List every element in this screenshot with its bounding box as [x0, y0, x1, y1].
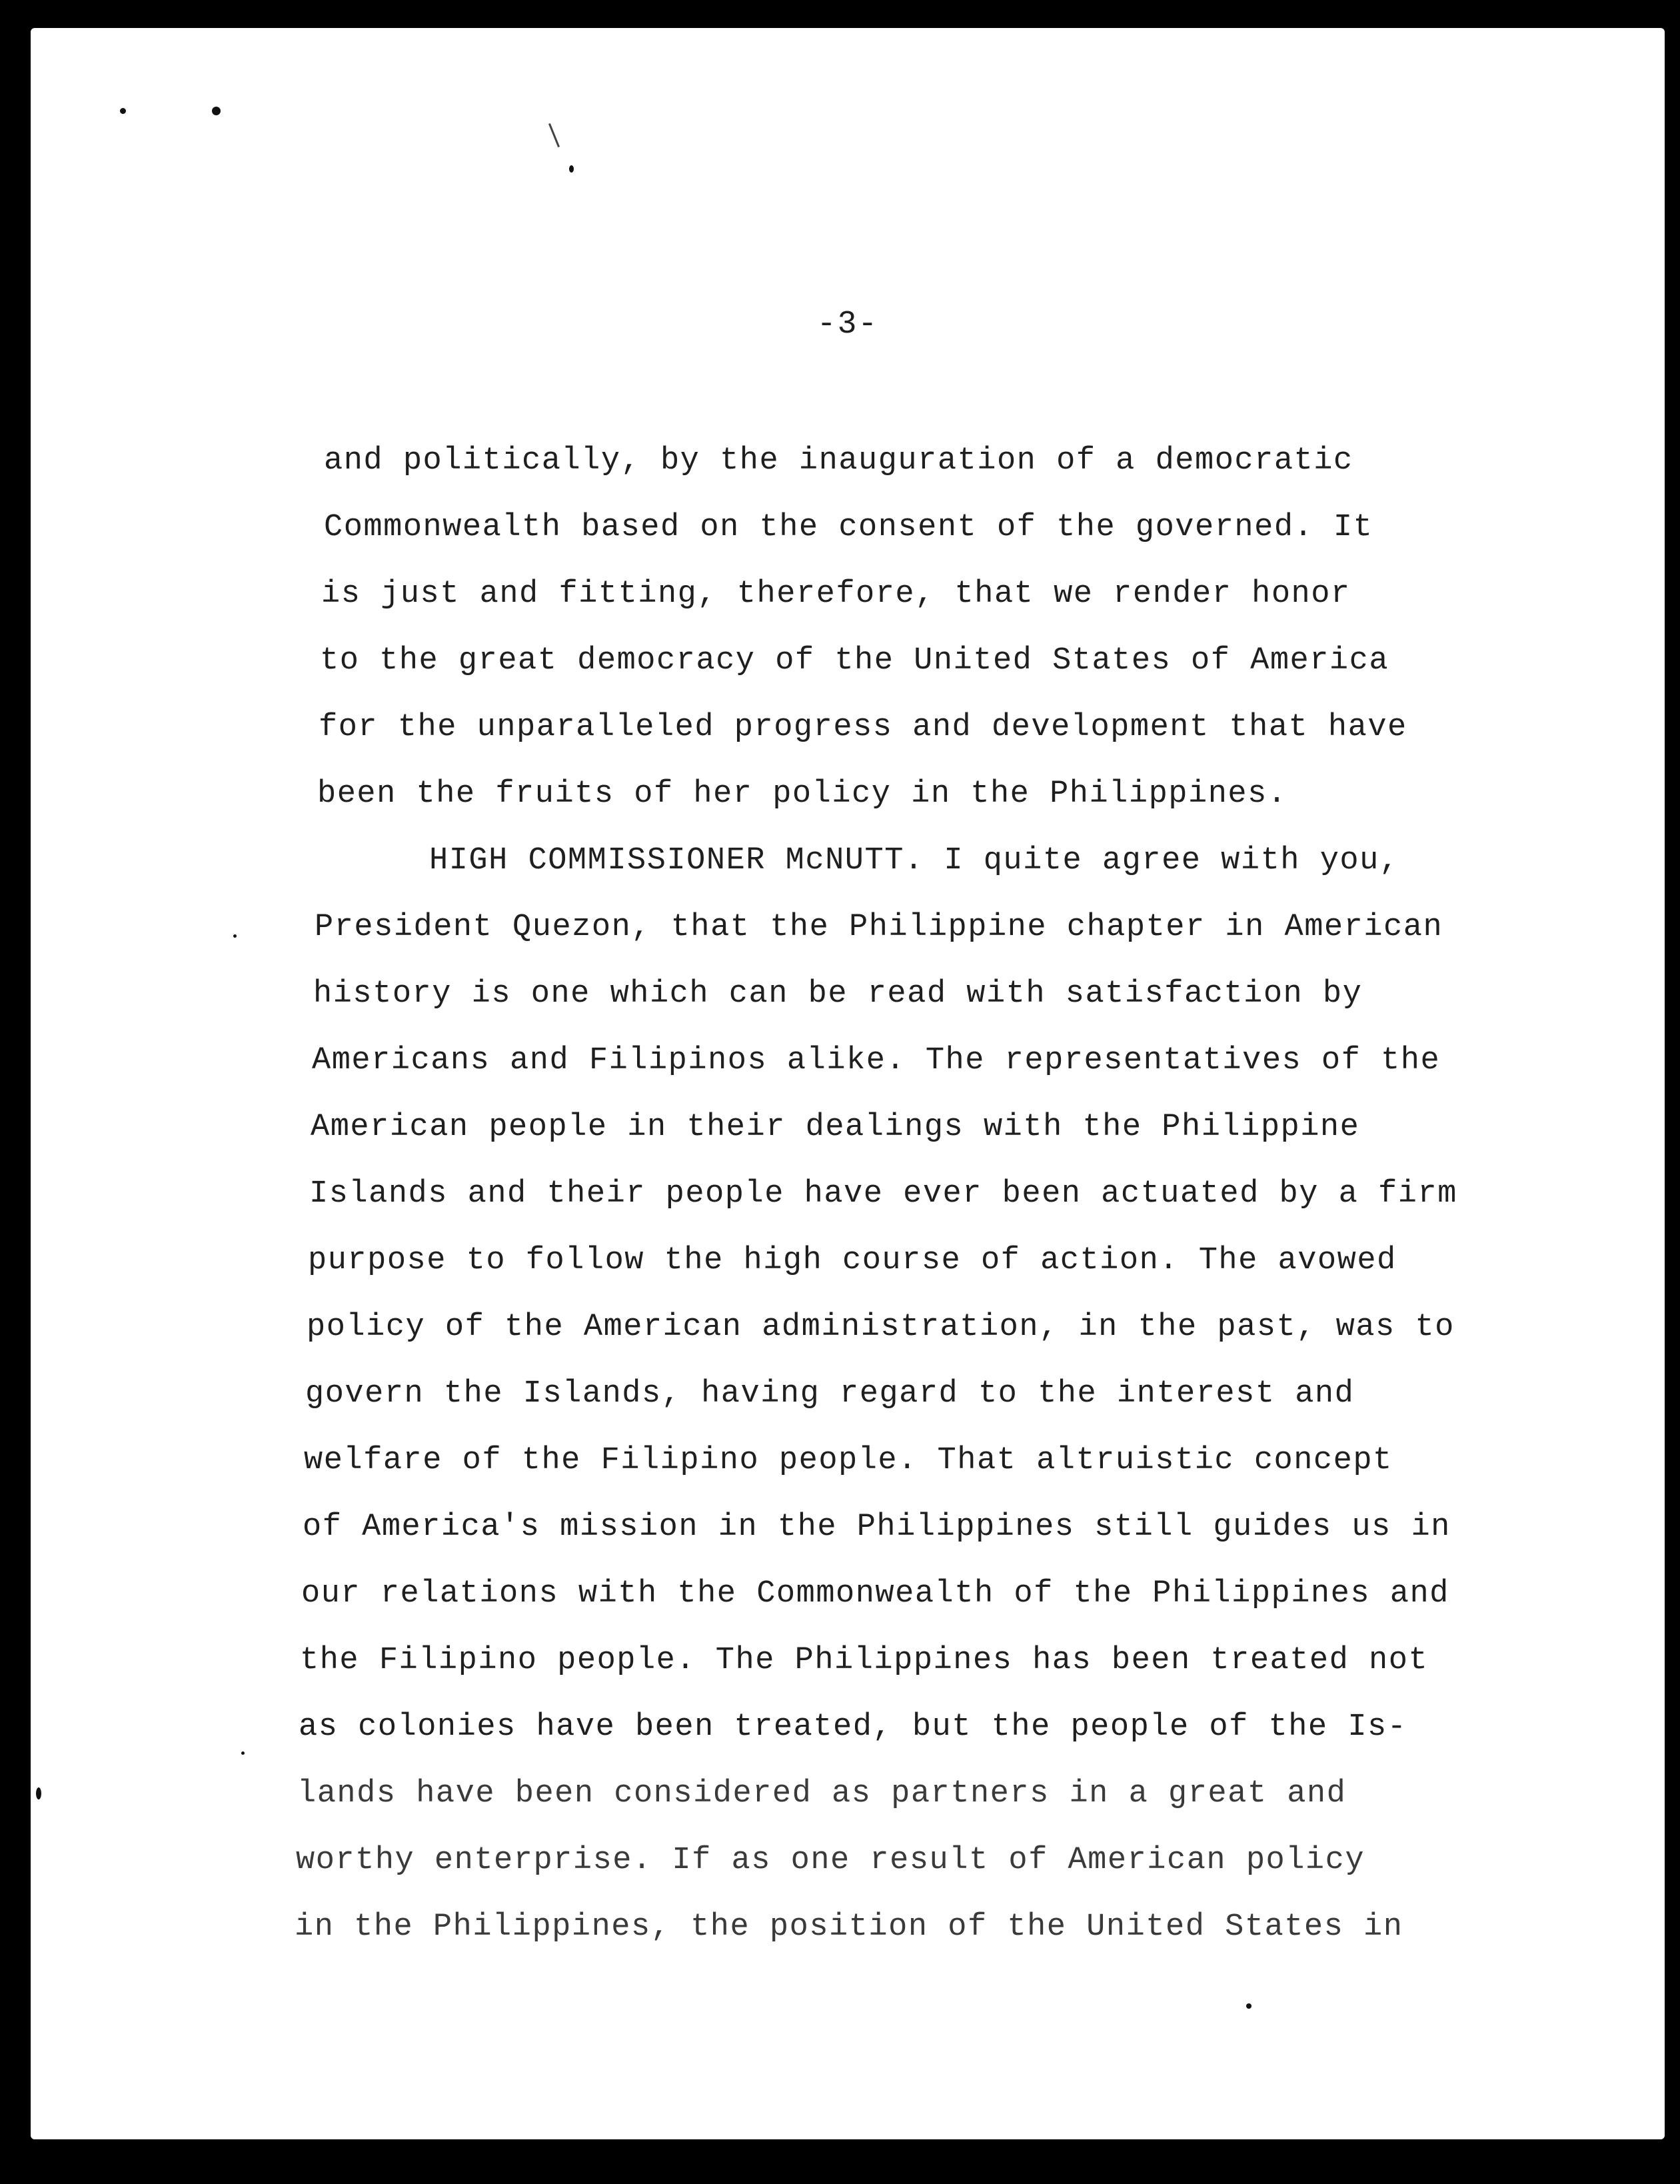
scan-speck [233, 934, 237, 938]
text-line: policy of the American administration, in the past, was to [307, 1310, 1455, 1345]
text-line: purpose to follow the high course of action. The avowed [308, 1243, 1397, 1278]
text-line: the Filipino people. The Philippines has been treated not [300, 1643, 1429, 1678]
typewritten-page [31, 28, 1665, 2139]
text-line: worthy enterprise. If as one result of American policy [296, 1843, 1365, 1878]
page-number: -3- [816, 307, 879, 343]
text-line: welfare of the Filipino people. That altruistic concept [304, 1443, 1393, 1478]
text-line: Americans and Filipinos alike. The representatives of the [312, 1043, 1441, 1078]
text-line: President Quezon, that the Philippine chapter in American [315, 910, 1443, 945]
text-line: lands have been considered as partners in a great and [297, 1776, 1347, 1811]
scan-speck [120, 108, 126, 114]
text-line: history is one which can be read with satisfaction by [313, 976, 1363, 1012]
scan-scratch [548, 123, 560, 147]
body-text [277, 428, 1543, 1961]
text-line: American people in their dealings with the Philippine [311, 1110, 1360, 1145]
text-line: is just and fitting, therefore, that we render honor [321, 576, 1351, 612]
text-line: our relations with the Commonwealth of the Philippines and [301, 1576, 1449, 1612]
text-line: as colonies have been treated, but the people of the Is- [299, 1709, 1407, 1745]
text-line: for the unparalleled progress and development that have [319, 710, 1407, 745]
scan-speck [212, 107, 221, 115]
text-line: govern the Islands, having regard to the interest and [305, 1376, 1355, 1412]
text-line: Islands and their people have ever been actuated by a firm [309, 1176, 1457, 1212]
scan-speck [1246, 2003, 1252, 2009]
text-line: and politically, by the inauguration of a democratic [324, 443, 1353, 479]
speaker-line: HIGH COMMISSIONER McNUTT. I quite agree with you, [429, 843, 1399, 878]
scan-speck [241, 1751, 245, 1755]
text-line: to the great democracy of the United States of America [320, 643, 1389, 678]
text-line: been the fruits of her policy in the Philippines. [317, 776, 1287, 812]
scan-speck [36, 1787, 41, 1799]
text-line: in the Philippines, the position of the United States in [295, 1909, 1403, 1945]
text-line: of America's mission in the Philippines still guides us in [303, 1510, 1451, 1545]
text-line: Commonwealth based on the consent of the governed. It [324, 510, 1373, 545]
scan-speck [569, 165, 574, 173]
